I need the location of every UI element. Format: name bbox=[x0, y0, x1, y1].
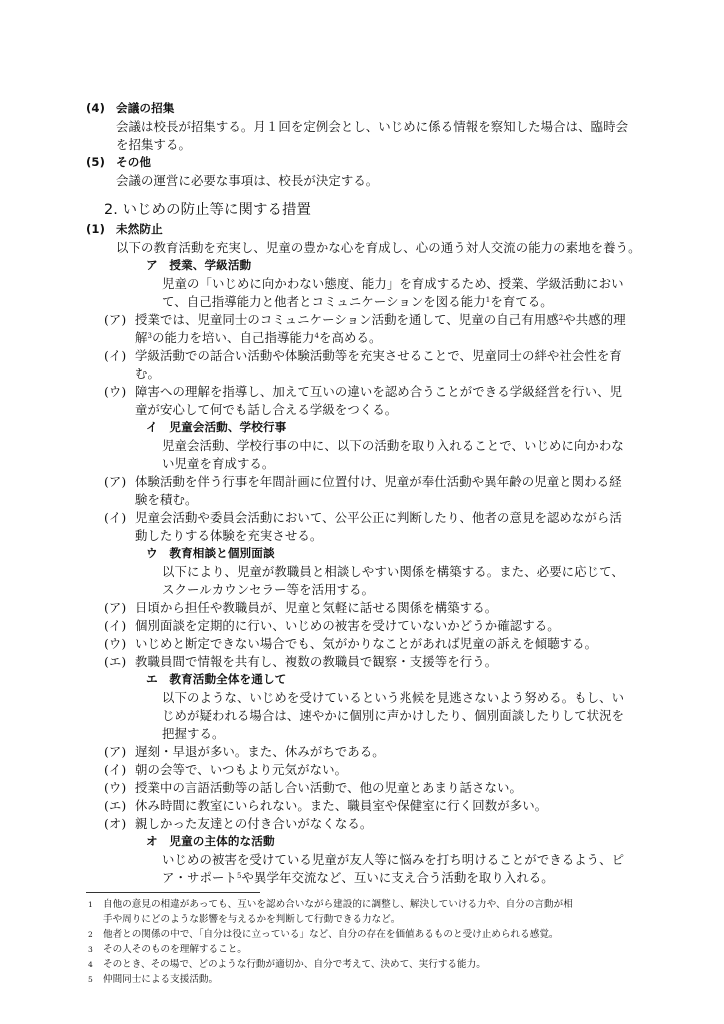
section-heading: 2. いじめの防止等に関する措置 bbox=[104, 202, 311, 218]
list-item-continued: 動したりする体験を充実させる。 bbox=[135, 528, 323, 543]
list-item: 障害への理解を指導し、加えて互いの違いを認め合うことができる学級経営を行い、児 bbox=[135, 384, 623, 399]
footnote-ref: 2 bbox=[558, 314, 564, 322]
list-item: 日頃から担任や教職員が、児童と気軽に話せる関係を構築する。 bbox=[135, 600, 498, 615]
footnote-text: 手や周りにどのような影響を与えるかを判断して行動できる力など。 bbox=[103, 914, 401, 925]
paragraph-line: 以下により、児童が教職員と相談しやすい関係を構築する。また、必要に応じて、 bbox=[162, 564, 624, 579]
footnote-text: 自他の意見の相違があっても、互いを認め合いながら建設的に調整し、解決していける力や、自分の言動が相 bbox=[103, 899, 573, 910]
section-number: (5) bbox=[86, 155, 105, 169]
paragraph-line: て、自己指導能力と他者とコミュニケーションを図る能力$^1$を育てる。 bbox=[162, 294, 553, 309]
paragraph-line: を招集する。 bbox=[116, 137, 191, 152]
subsection-title: 未然防止 bbox=[116, 222, 163, 236]
footnote-number: 3 bbox=[88, 945, 93, 954]
paragraph-line: いじめの被害を受けている児童が友人等に悩みを打ち明けることができるよう、ピ bbox=[162, 852, 625, 867]
footnote-number: 4 bbox=[88, 960, 93, 969]
list-marker: (ア) bbox=[104, 600, 127, 615]
item-title: エ 教育活動全体を通して bbox=[146, 672, 287, 686]
paragraph-line: 児童会活動、学校行事の中に、以下の活動を取り入れることで、いじめに向かわな bbox=[162, 438, 624, 453]
list-item: 体験活動を伴う行事を年間計画に位置付け、児童が奉仕活動や異年齢の児童と関わる経 bbox=[135, 474, 622, 489]
footnote-divider bbox=[86, 892, 260, 893]
footnote-ref: 3 bbox=[147, 332, 153, 340]
list-marker: (ア) bbox=[104, 474, 127, 489]
paragraph-line: スクールカウンセラー等を活用する。 bbox=[162, 582, 375, 597]
item-title: ウ 教育相談と個別面談 bbox=[146, 546, 275, 560]
list-marker: (ウ) bbox=[104, 384, 127, 399]
paragraph-line: じめが疑われる場合は、速やかに個別に声かけしたり、個別面談したりして状況を bbox=[162, 708, 625, 723]
list-marker: (イ) bbox=[104, 348, 127, 363]
list-marker: (オ) bbox=[104, 816, 127, 831]
item-title: オ 児童の主体的な活動 bbox=[146, 834, 275, 848]
list-item: 児童会活動や委員会活動において、公平公正に判断したり、他者の意見を認めながら活 bbox=[135, 510, 622, 525]
footnote-text: 仲間同士による支援活動。 bbox=[103, 974, 219, 985]
list-item-continued: 験を積む。 bbox=[135, 492, 198, 507]
list-item: 授業中の言語活動等の話し合い活動で、他の児童とあまり話さない。 bbox=[135, 780, 522, 795]
list-item: 個別面談を定期的に行い、いじめの被害を受けていないかどうか確認する。 bbox=[135, 618, 560, 633]
footnote-ref: 5 bbox=[236, 872, 242, 880]
list-marker: (エ) bbox=[104, 798, 127, 813]
list-marker: (イ) bbox=[104, 618, 127, 633]
footnote-text: そのとき、その場で、どのような行動が適切か、自分で考えて、決めて、実行する能力。 bbox=[103, 959, 486, 970]
paragraph-line: ア・サポート$^5$や異学年交流など、互いに支え合う活動を取り入れる。 bbox=[162, 870, 554, 885]
paragraph-line: 以下の教育活動を充実し、児童の豊かな心を育成し、心の通う対人交流の能力の素地を養う。 bbox=[116, 240, 641, 255]
paragraph-line: 児童の「いじめに向かわない態度、能力」を育成するため、授業、学級活動におい bbox=[162, 276, 624, 291]
list-marker: (イ) bbox=[104, 510, 127, 525]
list-marker: (イ) bbox=[104, 762, 127, 777]
footnote-text: その人そのものを理解すること。 bbox=[103, 944, 247, 955]
list-marker: (ア) bbox=[104, 744, 127, 759]
list-marker: (エ) bbox=[104, 654, 127, 669]
list-item: 学級活動での話合い活動や体験活動等を充実させることで、児童同士の絆や社会性を育 bbox=[135, 348, 622, 363]
list-item-continued: む。 bbox=[135, 366, 160, 381]
list-item: 朝の会等で、いつもより元気がない。 bbox=[135, 762, 348, 777]
subsection-number: (1) bbox=[86, 222, 105, 236]
section-title: その他 bbox=[116, 155, 152, 169]
list-item: いじめと断定できない場合でも、気がかりなことがあれば児童の訴えを傾聴する。 bbox=[135, 636, 598, 651]
section-title: 会議の招集 bbox=[116, 101, 175, 115]
item-title: イ 児童会活動、学校行事 bbox=[146, 420, 287, 434]
footnote-number: 5 bbox=[88, 975, 93, 984]
footnote-number: 2 bbox=[88, 930, 93, 939]
footnote-ref: 4 bbox=[314, 332, 320, 340]
item-title: ア 授業、学級活動 bbox=[146, 258, 252, 272]
footnote-number: 1 bbox=[88, 900, 93, 909]
footnote-text: 他者との関係の中で、「自分は役に立っている」など、自分の存在を価値あるものと受け止められる感覚。 bbox=[103, 929, 559, 940]
list-item: 親しかった友達との付き合いがなくなる。 bbox=[135, 816, 373, 831]
paragraph-line: 以下のような、いじめを受けているという兆候を見逃さないよう努める。もし、い bbox=[162, 690, 625, 705]
list-marker: (ウ) bbox=[104, 780, 127, 795]
list-marker: (ウ) bbox=[104, 636, 127, 651]
section-number: (4) bbox=[86, 101, 105, 115]
paragraph-line: 会議は校長が招集する。月１回を定例会とし、いじめに係る情報を察知した場合は、臨時会 bbox=[116, 119, 629, 134]
list-item: 教職員間で情報を共有し、複数の教職員で観察・支援等を行う。 bbox=[135, 654, 498, 669]
list-marker: (ア) bbox=[104, 312, 127, 327]
paragraph-line: い児童を育成する。 bbox=[162, 456, 275, 471]
list-item: 遅刻・早退が多い。また、休みがちである。 bbox=[135, 744, 385, 759]
list-item-continued: 解$^3$の能力を培い、自己指導能力$^4$を高める。 bbox=[135, 330, 382, 345]
footnote-ref: 1 bbox=[485, 296, 491, 304]
paragraph-line: 会議の運営に必要な事項は、校長が決定する。 bbox=[116, 173, 379, 188]
paragraph-line: 把握する。 bbox=[162, 726, 225, 741]
list-item: 休み時間に教室にいられない。また、職員室や保健室に行く回数が多い。 bbox=[135, 798, 548, 813]
list-item: 授業では、児童同士のコミュニケーション活動を通して、児童の自己有用感$^2$や共感的理 bbox=[135, 312, 626, 327]
list-item-continued: 童が安心して何でも話し合える学級をつくる。 bbox=[135, 402, 398, 417]
